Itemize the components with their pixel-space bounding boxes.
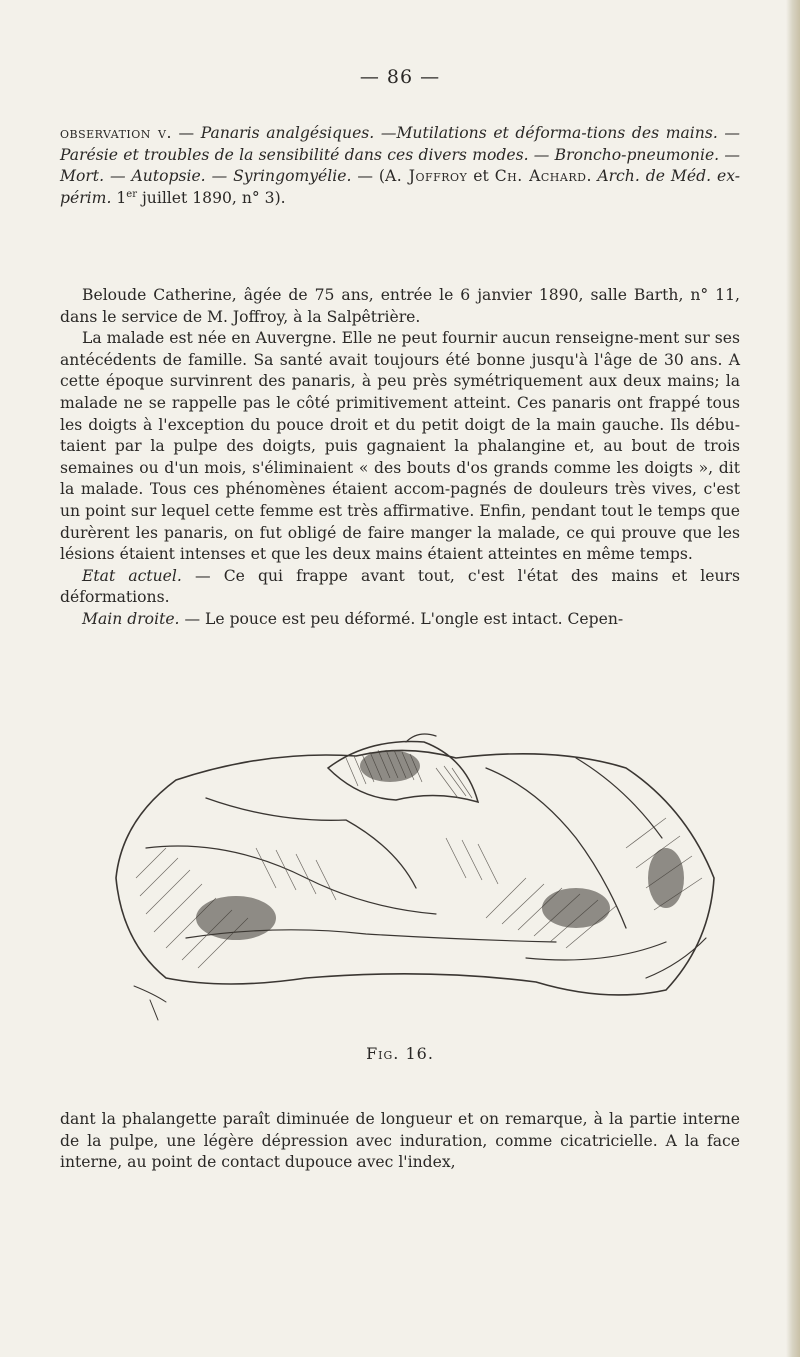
paragraph-continuation: dant la phalangette paraît diminuée de longueur et on remarque, à la partie interne de la pulpe, une légère dépression avec induration, comme cicatricielle. A la face interne, au point de contact dupouce avec l'index, — [60, 1110, 740, 1172]
author-achard: Ch. Achard — [494, 167, 587, 186]
observation-label: observation v. — [60, 124, 172, 142]
date-superscript: er — [126, 188, 137, 200]
author-joffroy: A. Joffroy — [385, 167, 468, 186]
observation-heading — [60, 123, 740, 209]
right-hand-text: — Le pouce est peu déformé. L'ongle est intact. Cepen- — [179, 609, 624, 628]
observation-title: Panaris analgésiques. —Mutilations et déforma-tions des mains. — Parésie et troubles de la sensibilité dans ces divers modes. — Broncho-pneumonie. — Mort. — Autopsie. — Syringomyélie. — [60, 124, 740, 186]
hand-illustration — [106, 728, 718, 1026]
paragraph-admission: Beloude Catherine, âgée de 75 ans, entrée le 6 janvier 1890, salle Barth, n° 11, dans le service de M. Joffroy, à la Salpêtrière. — [60, 286, 740, 326]
heading-paragraph — [60, 123, 740, 209]
case-text-bottom — [60, 1109, 740, 1174]
paragraph-current-state — [60, 566, 740, 609]
heading-period: . — [586, 167, 598, 186]
section-label-right-hand: Main droite. — [82, 609, 180, 628]
figure-caption: Fig. 16. — [366, 1044, 434, 1063]
journal-title: Arch. de Méd. ex-périm. — [60, 167, 740, 207]
hand-engraving — [106, 728, 718, 1026]
page-edge — [786, 0, 800, 1357]
case-text-top — [60, 285, 740, 631]
heading-dash: — — [171, 124, 201, 142]
paragraph-history: La malade est née en Auvergne. Elle ne peut fournir aucun renseigne-ment sur ses antécédents de famille. Sa santé avait toujours été bonne jusqu'à l'âge de 30 ans. A cette époque survinrent des panaris, à peu près symétriquement aux deux mains; la malade ne se rappelle pas le côté primitivement atteint. Ces panaris ont frappé tous les doigts à l'exception du pouce droit et du petit doigt de la main gauche. Ils débu-taient par la pulpe des doigts, puis gagnaient la phalangine et, au bout de trois semaines ou d'un mois, s'éliminaient « des bouts d'os grands comme les doigts », dit la malade. Tous ces phénomènes étaient accom-pagnés de douleurs très vives, c'est un point sur lequel cette femme est très affirmative. Enfin, pendant tout le temps que durèrent les panaris, on fut obligé de faire manger la malade, ce qui prouve que les lésions étaient intenses et que les deux mains étaient atteintes en même temps. — [60, 329, 740, 564]
publication-date-rest: juillet 1890, n° 3). — [137, 188, 286, 207]
heading-dash-2: — ( — [351, 167, 386, 186]
publication-date: 1 — [111, 188, 127, 207]
page-number: — 86 — — [359, 66, 441, 88]
author-conjunction: et — [467, 167, 495, 186]
section-label-current-state: Etat actuel. — [82, 566, 182, 585]
paragraph-right-hand — [60, 609, 740, 631]
current-state-text: — Ce qui frappe avant tout, c'est l'état des mains et leurs déformations. — [60, 566, 740, 607]
